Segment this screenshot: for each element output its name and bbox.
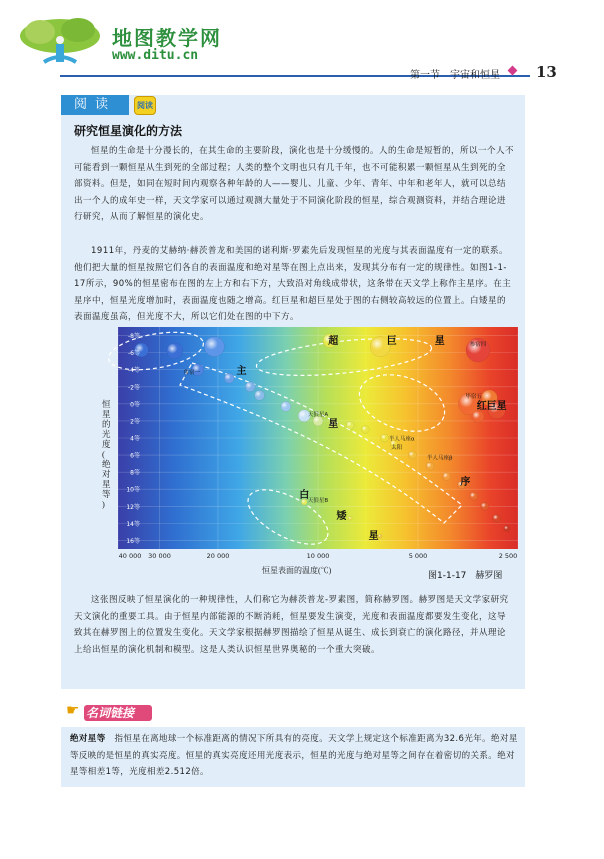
star-highlight <box>381 434 389 442</box>
page-number: 13 <box>536 63 557 81</box>
star-highlight <box>504 526 510 532</box>
star-label: 角宿一 <box>183 369 200 376</box>
star-highlight <box>348 516 352 520</box>
y-tick-label: 6等 <box>130 452 140 460</box>
star-highlight <box>346 421 354 429</box>
star-highlight <box>472 411 484 423</box>
region-label: 白 <box>299 489 310 501</box>
paragraph-3: 这张图反映了恒星演化的一种规律性，人们称它为赫茨普龙-罗素图，简称赫罗图。赫罗图是天文学家研究天文演化的重要工具。由于恒星内部能源的不断消耗，恒星要发生演变，光度和表面温度都要发生变化，这导致其在赫罗图上的位置发生变化。天文学家根据赫罗图描绘了恒星从诞生、成长到衰亡的演化路径，并从理论上给出恒星的演化机制和模型。这是人类认识恒星世界奥秘的一个重大突破。 <box>74 595 509 655</box>
x-tick-label: 30 000 <box>148 552 171 560</box>
x-tick-label: 10 000 <box>306 552 330 560</box>
region-label: 巨 <box>386 336 397 348</box>
star-label: 毕宿五 <box>465 393 482 400</box>
reading-badge-label: 阅读 <box>137 101 153 110</box>
y-tick-label: 16等 <box>126 537 140 545</box>
x-tick-labels <box>119 552 518 560</box>
reading-badge-icon <box>134 96 156 115</box>
section-label: 第一节 宇宙和恒星 <box>410 70 500 81</box>
star-highlight <box>426 462 434 470</box>
y-axis-label: 恒星的光度(绝对星等) <box>102 399 111 509</box>
star-highlight <box>245 382 255 392</box>
paragraph-1: 恒星的生命是十分漫长的，在其生命的主要阶段，演化也是十分缓慢的。人的生命是短暂的，所以一个人不可能看到一颗恒星从生到死的全部过程；人类的整个文明也只有几千年，也不可能积累一颗恒星从生到死的全部资料。但是，如同在短时间内观察各种年龄的人——婴儿、儿童、少年、青年、中年和老年人，就可以总结出一个人的成年史一样，天文学家可以通过观测大量处于不同演化阶段的恒星，综合观测资料，并结合理论进行研究，从而了解恒星的演化史。 <box>74 146 515 223</box>
star-label: 天狼星A <box>307 411 329 418</box>
y-tick-label: -4等 <box>128 367 140 375</box>
y-tick-label: -2等 <box>128 384 140 392</box>
y-tick-label: 4等 <box>130 435 140 443</box>
star-highlight <box>167 343 183 359</box>
term-section-title: 名词链接 <box>86 706 135 720</box>
x-tick-label: 5 000 <box>408 552 428 560</box>
reading-tab: 阅读 <box>61 95 129 115</box>
y-tick-label: 14等 <box>126 520 140 528</box>
star-highlight <box>481 502 489 510</box>
figure-caption: 图1-1-17 赫罗图 <box>428 571 503 581</box>
paragraph-2: 1911年，丹麦的艾赫纳·赫茨普龙和美国的诺利斯·罗素先后发现恒星的光度与其表面温度有一定的联系。他们把大量的恒星按照它们各自的表面温度和绝对星等在图上点出来，发现其分布有一定的规律性。如图1-1-17所示，90%的恒星密布在图的左上方和右下方，大致沿对角线成带状，这条带在天文学上称作主星序。在主星序中，恒星光度增加时，表面温度也随之增高。红巨星和超巨星处于图的右侧较高较远的位置上。白矮星的表面温度虽高，但光度不大，所以它们处在图的中下方。 <box>74 246 512 323</box>
y-tick-label: 8等 <box>130 469 140 477</box>
star-highlight <box>493 514 501 522</box>
star-label: 参宿四 <box>469 341 487 348</box>
star-highlight <box>408 451 416 459</box>
hr-diagram <box>72 327 524 587</box>
article-title: 研究恒星演化的方法 <box>74 124 183 138</box>
star-highlight <box>378 534 382 538</box>
term-definition <box>70 731 518 781</box>
region-label: 星 <box>368 530 379 542</box>
region-label: 星 <box>434 336 445 348</box>
region-label: 序 <box>460 476 471 488</box>
y-tick-label: 0等 <box>130 401 140 409</box>
site-name: 地图教学网 <box>112 26 222 50</box>
y-tick-label: 2等 <box>130 418 140 426</box>
x-tick-label: 40 000 <box>118 552 142 560</box>
region-label: 超 <box>328 336 339 348</box>
y-tick-label: -8等 <box>128 333 140 341</box>
diamond-icon <box>508 66 518 76</box>
star-label: 太阳 <box>391 445 403 452</box>
term-body: 指恒星在离地球一个标准距离的情况下所具有的亮度。天文学上规定这个标准距离为32.6光年。绝对星等反映的是恒星的真实亮度。恒星的真实亮度还用光度表示，恒星的光度与绝对星等之间存在着密切的关系。绝对星等相差1等，光度相差2.512倍。 <box>70 734 518 778</box>
x-tick-label: 20 000 <box>206 552 230 560</box>
star-highlight <box>281 401 291 411</box>
site-url[interactable]: www.ditu.cn <box>112 48 199 63</box>
star-label: 天狼星B <box>307 498 329 505</box>
y-tick-label: 12等 <box>126 503 140 511</box>
region-label: 主 <box>236 365 247 377</box>
star-highlight <box>361 425 369 433</box>
region-label: 星 <box>328 418 339 430</box>
term-name: 绝对星等 <box>70 734 106 744</box>
star-highlight <box>470 492 478 500</box>
x-tick-label: 2 500 <box>498 552 518 560</box>
y-tick-label: -6等 <box>128 350 140 358</box>
region-label: 红巨星 <box>476 400 507 412</box>
y-tick-label: 10等 <box>126 486 140 494</box>
star-highlight <box>255 390 265 400</box>
region-label: 矮 <box>336 511 347 523</box>
star-highlight <box>224 373 234 383</box>
star-label: 半人马座α <box>388 436 415 443</box>
star-highlight <box>443 472 451 480</box>
star-highlight <box>204 337 224 357</box>
x-axis-label: 恒星表面的温度(℃) <box>262 566 332 575</box>
ditu-logo <box>14 14 106 66</box>
star-label: 半人马座β <box>427 455 453 462</box>
pointing-hand-icon: ☛ <box>66 701 80 719</box>
